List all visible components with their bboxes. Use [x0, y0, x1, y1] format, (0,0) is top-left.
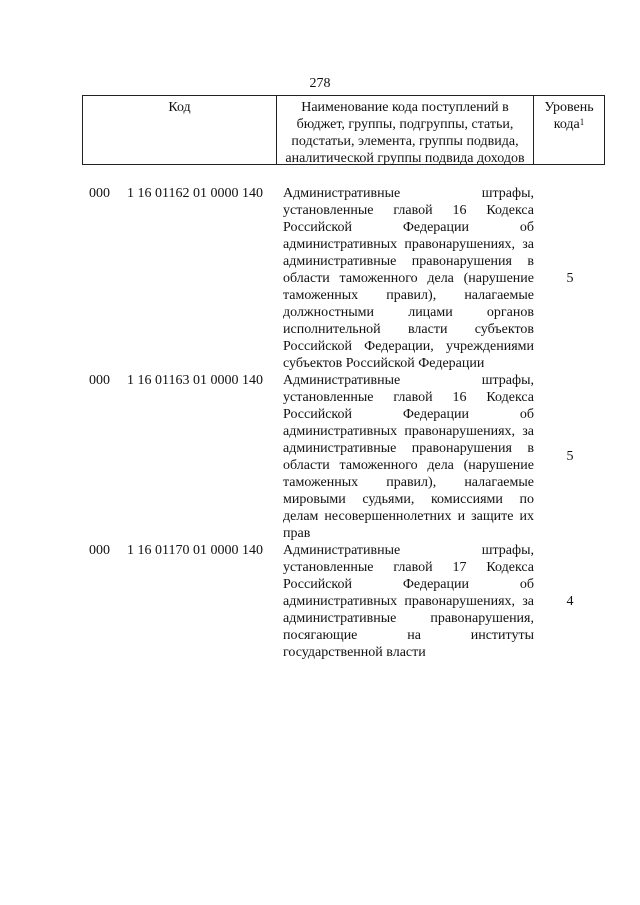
name-line: Российской Федерации об [283, 407, 534, 422]
table-row [0, 185, 640, 372]
code-level: 5 [566, 271, 574, 286]
header-code: Код [83, 96, 277, 164]
code-level: 4 [566, 594, 574, 609]
table-row [0, 372, 640, 542]
name-line: государственной власти [283, 645, 426, 660]
name-line: Административные штрафы, [283, 373, 534, 388]
name-line: административных правонарушениях, за [283, 594, 534, 609]
name-line: установленные главой 17 Кодекса [283, 560, 534, 575]
table-header [82, 95, 605, 165]
name-line: административные правонарушения, [283, 611, 534, 626]
revenue-name [283, 542, 534, 661]
name-line: таможенных правил), налагаемые [283, 475, 534, 490]
name-line: мировыми судьями, комиссиями по [283, 492, 534, 507]
name-line: административные правонарушения в [283, 254, 534, 269]
header-level-label: Уровень кода [544, 100, 594, 132]
revenue-code: 1 16 01163 01 0000 140 [127, 373, 263, 388]
name-line: административных правонарушениях, за [283, 237, 534, 252]
name-line: Российской Федерации об [283, 220, 534, 235]
name-line: Административные штрафы, [283, 543, 534, 558]
name-line: установленные главой 16 Кодекса [283, 390, 534, 405]
revenue-name [283, 185, 534, 372]
name-line: делам несовершеннолетних и защите их [283, 509, 534, 524]
name-line: административные правонарушения в [283, 441, 534, 456]
header-level [534, 96, 604, 164]
name-line: посягающие на институты [283, 628, 534, 643]
header-level-footnote: 1 [579, 117, 585, 127]
page-number: 278 [309, 76, 331, 91]
admin-code: 000 [89, 543, 110, 558]
code-level: 5 [566, 449, 574, 464]
header-name: Наименование кода поступлений в бюджет, группы, подгруппы, статьи, подстатьи, элемента, группы подвида, аналитической группы подвида доходов [277, 96, 534, 164]
name-line: Административные штрафы, [283, 186, 534, 201]
name-line: установленные главой 16 Кодекса [283, 203, 534, 218]
name-line: должностными лицами органов [283, 305, 534, 320]
admin-code: 000 [89, 186, 110, 201]
revenue-code: 1 16 01162 01 0000 140 [127, 186, 263, 201]
name-line: субъектов Российской Федерации [283, 356, 485, 371]
name-line: области таможенного дела (нарушение [283, 271, 534, 286]
table-row [0, 542, 640, 661]
name-line: Российской Федерации об [283, 577, 534, 592]
revenue-name [283, 372, 534, 542]
table-body [0, 185, 640, 661]
name-line: административных правонарушениях, за [283, 424, 534, 439]
name-line: Российской Федерации, учреждениями [283, 339, 534, 354]
name-line: таможенных правил), налагаемые [283, 288, 534, 303]
name-line: области таможенного дела (нарушение [283, 458, 534, 473]
name-line: прав [283, 526, 311, 541]
name-line: исполнительной власти субъектов [283, 322, 534, 337]
admin-code: 000 [89, 373, 110, 388]
revenue-code: 1 16 01170 01 0000 140 [127, 543, 263, 558]
